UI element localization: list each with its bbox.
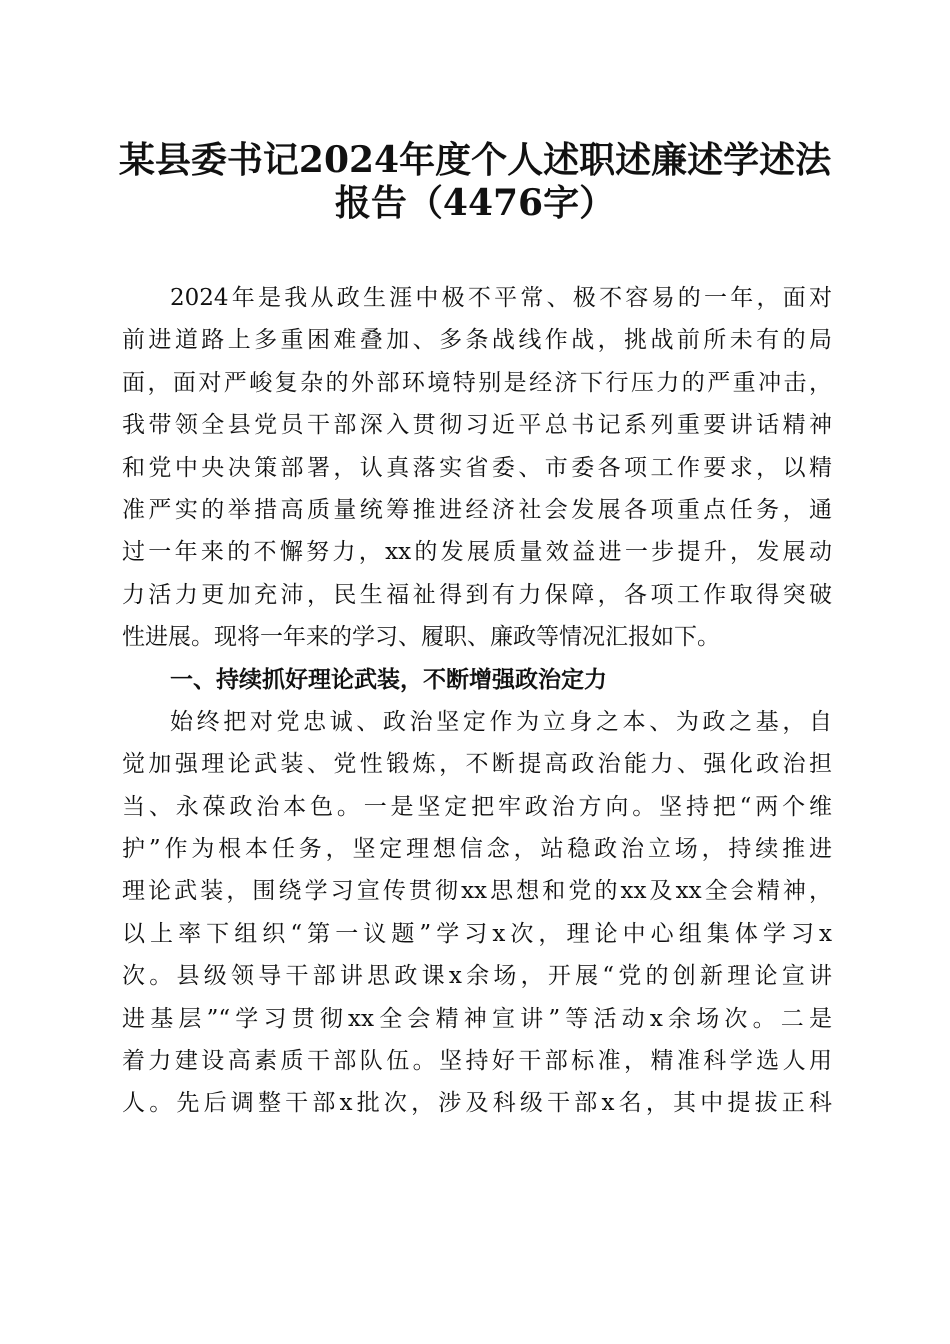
text-line: 力活力更加充沛，民生福祉得到有力保障，各项工作取得突破 (122, 581, 832, 608)
paragraph-section-1 (122, 701, 832, 1125)
text-line: 2024年是我从政生涯中极不平常、极不容易的一年，面对 (170, 285, 832, 311)
text-line: 当、永葆政治本色。一是坚定把牢政治方向。坚持把“两个维 (122, 793, 832, 820)
text-line: 性进展。现将一年来的学习、履职、廉政等情况汇报如下。 (122, 624, 720, 651)
text-line: 人。先后调整干部x批次，涉及科级干部x名，其中提拔正科 (122, 1090, 832, 1117)
text-line: 准严实的举措高质量统筹推进经济社会发展各项重点任务，通 (122, 496, 832, 523)
text-line: 理论武装，围绕学习宣传贯彻xx思想和党的xx及xx全会精神， (122, 878, 832, 905)
document-title-line-2: 报告（4476字） (334, 182, 616, 224)
text-line: 面，面对严峻复杂的外部环境特别是经济下行压力的严重冲击， (122, 369, 832, 396)
text-line: 护”作为根本任务，坚定理想信念，站稳政治立场，持续推进 (122, 836, 832, 863)
text-line: 觉加强理论武装、党性锻炼，不断提高政治能力、强化政治担 (122, 751, 832, 778)
text-line: 过一年来的不懈努力，xx的发展质量效益进一步提升，发展动 (122, 539, 832, 566)
document-body (122, 277, 832, 1125)
section-heading: 一、持续抓好理论武装，不断增强政治定力 (170, 666, 607, 693)
text-line: 和党中央决策部署，认真落实省委、市委各项工作要求，以精 (122, 454, 832, 481)
document-title-line-1: 某县委书记2024年度个人述职述廉述学述法 (118, 139, 832, 181)
text-line: 以上率下组织“第一议题”学习x次，理论中心组集体学习x (122, 920, 832, 947)
text-line: 次。县级领导干部讲思政课x余场，开展“党的创新理论宣讲 (122, 963, 832, 990)
text-line: 着力建设高素质干部队伍。坚持好干部标准，精准科学选人用 (122, 1048, 832, 1075)
text-line: 我带领全县党员干部深入贯彻习近平总书记系列重要讲话精神 (122, 412, 832, 439)
paragraph-intro (122, 277, 832, 659)
text-line: 进基层”“学习贯彻xx全会精神宣讲”等活动x余场次。二是 (122, 1005, 832, 1032)
text-line: 前进道路上多重困难叠加、多条战线作战，挑战前所未有的局 (122, 327, 832, 354)
text-line: 始终把对党忠诚、政治坚定作为立身之本、为政之基，自 (170, 708, 832, 735)
